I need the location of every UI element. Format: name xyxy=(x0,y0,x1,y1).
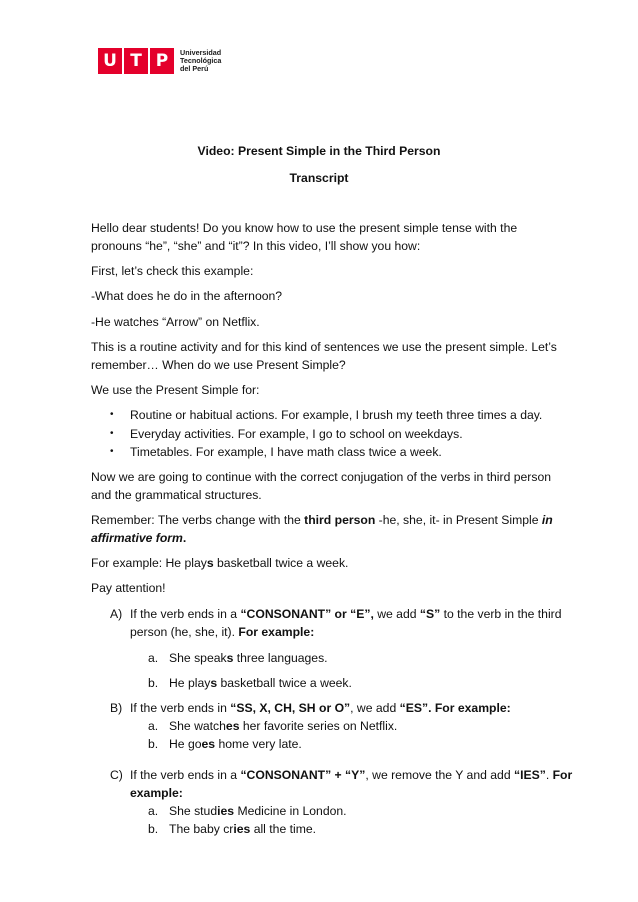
remember-text: Remember: The verbs change with the xyxy=(91,513,305,527)
remember-line-2 xyxy=(91,529,186,547)
logo-letter-p: P xyxy=(150,48,174,74)
now-line-1: Now we are going to continue with the correct conjugation of the verbs in third person xyxy=(91,470,552,484)
rule-c-label: C) xyxy=(110,768,123,782)
bullet-item: Everyday activities. For example, I go to school on weekdays. xyxy=(130,427,463,441)
remember-line-1 xyxy=(91,511,553,529)
rule-c-item-a-label: a. xyxy=(148,804,159,818)
rule-a-pre: If the verb ends in a xyxy=(130,607,241,621)
example-text: She watch xyxy=(169,719,226,733)
rule-c-ies: “IES” xyxy=(513,768,546,782)
rule-a-item-b xyxy=(169,674,352,692)
example-suffix: es xyxy=(225,719,240,733)
now-line-2: and the grammatical structures. xyxy=(91,488,262,502)
example-suffix: s xyxy=(226,651,234,665)
rule-b-label: B) xyxy=(110,701,123,715)
example-text: her favorite series on Netflix. xyxy=(239,719,398,733)
rule-c-line-2: example: xyxy=(130,786,183,800)
example-text: basketball twice a week. xyxy=(217,676,352,690)
intro-line-1: Hello dear students! Do you know how to use the present simple tense with the xyxy=(91,221,518,235)
rule-a-item-a xyxy=(169,649,328,667)
rule-c-consonant-y: “CONSONANT” + “Y” xyxy=(240,768,366,782)
logo-wordmark xyxy=(180,49,221,72)
for-example-suffix: s xyxy=(206,556,214,570)
bullet-marker: • xyxy=(110,446,114,457)
example-text: three languages. xyxy=(233,651,328,665)
rule-b-item-a xyxy=(169,717,397,735)
remember-in: in xyxy=(541,513,553,527)
example-text: She speak xyxy=(169,651,227,665)
rule-a-line-2 xyxy=(130,623,314,641)
remember-affirmative-form: affirmative form xyxy=(91,531,183,545)
bullet-marker: • xyxy=(110,428,114,439)
page-title: Video: Present Simple in the Third Person xyxy=(197,144,441,158)
rule-c-for: For xyxy=(552,768,573,782)
utp-logo-mark xyxy=(98,48,174,74)
remember-text-mid: -he, she, it- in Present Simple xyxy=(375,513,542,527)
rule-a-consonant-e: “CONSONANT” or “E”, xyxy=(240,607,374,621)
page-subtitle: Transcript xyxy=(289,171,349,185)
rule-b-mid: , we add xyxy=(350,701,400,715)
example-question: -What does he do in the afternoon? xyxy=(91,289,283,303)
bullet-item: Routine or habitual actions. For example, I brush my teeth three times a day. xyxy=(130,408,543,422)
routine-line-1: This is a routine activity and for this kind of sentences we use the present simple. Let’s xyxy=(91,340,557,354)
example-suffix: ies xyxy=(233,822,251,836)
rule-b-endings: “SS, X, CH, SH or O” xyxy=(230,701,351,715)
for-example-post: basketball twice a week. xyxy=(213,556,349,570)
rule-a-line-1 xyxy=(130,605,562,623)
rule-a-for-example: For example: xyxy=(238,625,315,639)
routine-line-2: remember… When do we use Present Simple? xyxy=(91,358,346,372)
logo-letter-t: T xyxy=(124,48,150,74)
rule-a-mid: we add xyxy=(373,607,420,621)
rule-c-dot: . xyxy=(545,768,553,782)
rule-c-pre: If the verb ends in a xyxy=(130,768,241,782)
rule-a-item-a-label: a. xyxy=(148,651,159,665)
rule-b-line-1 xyxy=(130,699,511,717)
logo-letter-u: U xyxy=(98,48,124,74)
logo-line-3: del Perú xyxy=(180,63,209,73)
for-example-line xyxy=(91,554,348,572)
example-text: He go xyxy=(169,737,202,751)
rule-b-es: “ES”. For example: xyxy=(399,701,511,715)
rule-a-item-b-label: b. xyxy=(148,676,159,690)
example-text: He play xyxy=(169,676,211,690)
logo-line-2: Tecnológica xyxy=(180,56,222,66)
rule-b-item-b-label: b. xyxy=(148,737,159,751)
example-text: She stud xyxy=(169,804,218,818)
rule-a-post: to the verb in the third xyxy=(440,607,562,621)
rule-b-pre: If the verb ends in xyxy=(130,701,231,715)
rule-a-label: A) xyxy=(110,607,123,621)
utp-logo xyxy=(98,47,221,75)
remember-third-person: third person xyxy=(304,513,376,527)
rule-a-s: “S” xyxy=(419,607,441,621)
example-text: The baby cr xyxy=(169,822,234,836)
bullet-item: Timetables. For example, I have math class twice a week. xyxy=(130,445,442,459)
for-example-pre: For example: He play xyxy=(91,556,207,570)
rule-c-mid: , we remove the Y and add xyxy=(365,768,514,782)
rule-b-item-b xyxy=(169,735,302,753)
rule-c-item-a xyxy=(169,802,347,820)
rule-c-item-b-label: b. xyxy=(148,822,159,836)
example-suffix: ies xyxy=(217,804,235,818)
logo-line-1: Universidad xyxy=(180,48,222,58)
example-text: home very late. xyxy=(215,737,302,751)
check-line: First, let’s check this example: xyxy=(91,264,254,278)
example-suffix: es xyxy=(201,737,216,751)
intro-line-2: pronouns “he”, “she” and “it”? In this video, I’ll show you how: xyxy=(91,239,421,253)
use-for-line: We use the Present Simple for: xyxy=(91,383,260,397)
example-text: Medicine in London. xyxy=(234,804,347,818)
bullet-marker: • xyxy=(110,409,114,420)
example-answer: -He watches “Arrow” on Netflix. xyxy=(91,315,260,329)
pay-attention: Pay attention! xyxy=(91,581,166,595)
rule-c-item-b xyxy=(169,820,316,838)
rule-b-item-a-label: a. xyxy=(148,719,159,733)
example-text: all the time. xyxy=(250,822,317,836)
rule-a-l2-pre: person (he, she, it). xyxy=(130,625,239,639)
example-suffix: s xyxy=(210,676,218,690)
rule-c-line-1 xyxy=(130,766,572,784)
remember-dot: . xyxy=(182,531,187,545)
